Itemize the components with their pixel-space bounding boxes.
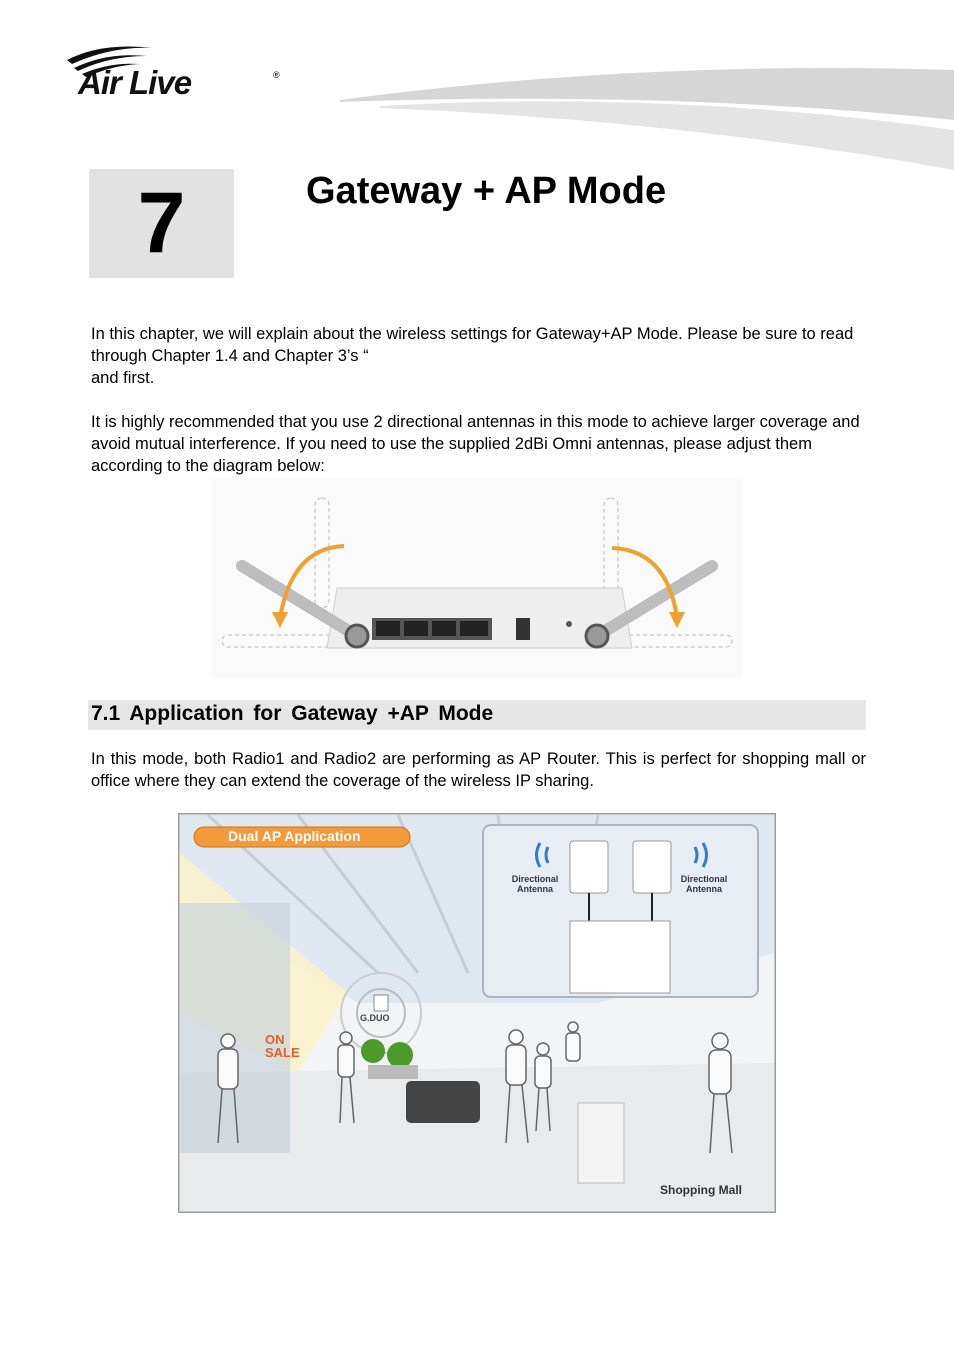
chapter-number: 7 (137, 175, 186, 271)
registered-mark: ® (273, 70, 280, 80)
section-title: 7.1 Application for Gateway +AP Mode (91, 702, 494, 725)
right-antenna-label: Directional Antenna (680, 874, 728, 894)
application-paragraph: In this mode, both Radio1 and Radio2 are performing as AP Router. This is perfect for shopping mall or office where they can extend the coverage of the wireless IP sharing. (91, 750, 866, 790)
shopping-mall-illustration (178, 813, 776, 1213)
illustration-banner: Dual AP Application (228, 828, 361, 844)
chapter-title: Gateway + AP Mode (306, 170, 667, 212)
sale-sign: ON SALE (265, 1032, 300, 1060)
logo-text: Air Live (78, 64, 192, 101)
device-label: G.DUO (360, 1013, 390, 1023)
location-label: Shopping Mall (660, 1183, 742, 1197)
left-antenna-label: Directional Antenna (511, 874, 559, 894)
intro-paragraph: In this chapter, we will explain about the wireless settings for Gateway+AP Mode. Please be sure to read through Chapter 1.4 and Chapter 3’s “ and first. (91, 325, 854, 387)
header-swoosh-decoration (340, 60, 954, 180)
antenna-paragraph: It is highly recommended that you use 2 directional antennas in this mode to achieve larger coverage and avoid mutual interference. If you need to use the supplied 2dBi Omni antennas, please adjust them according to the diagram below: (91, 413, 860, 475)
router-antenna-diagram (212, 478, 742, 678)
